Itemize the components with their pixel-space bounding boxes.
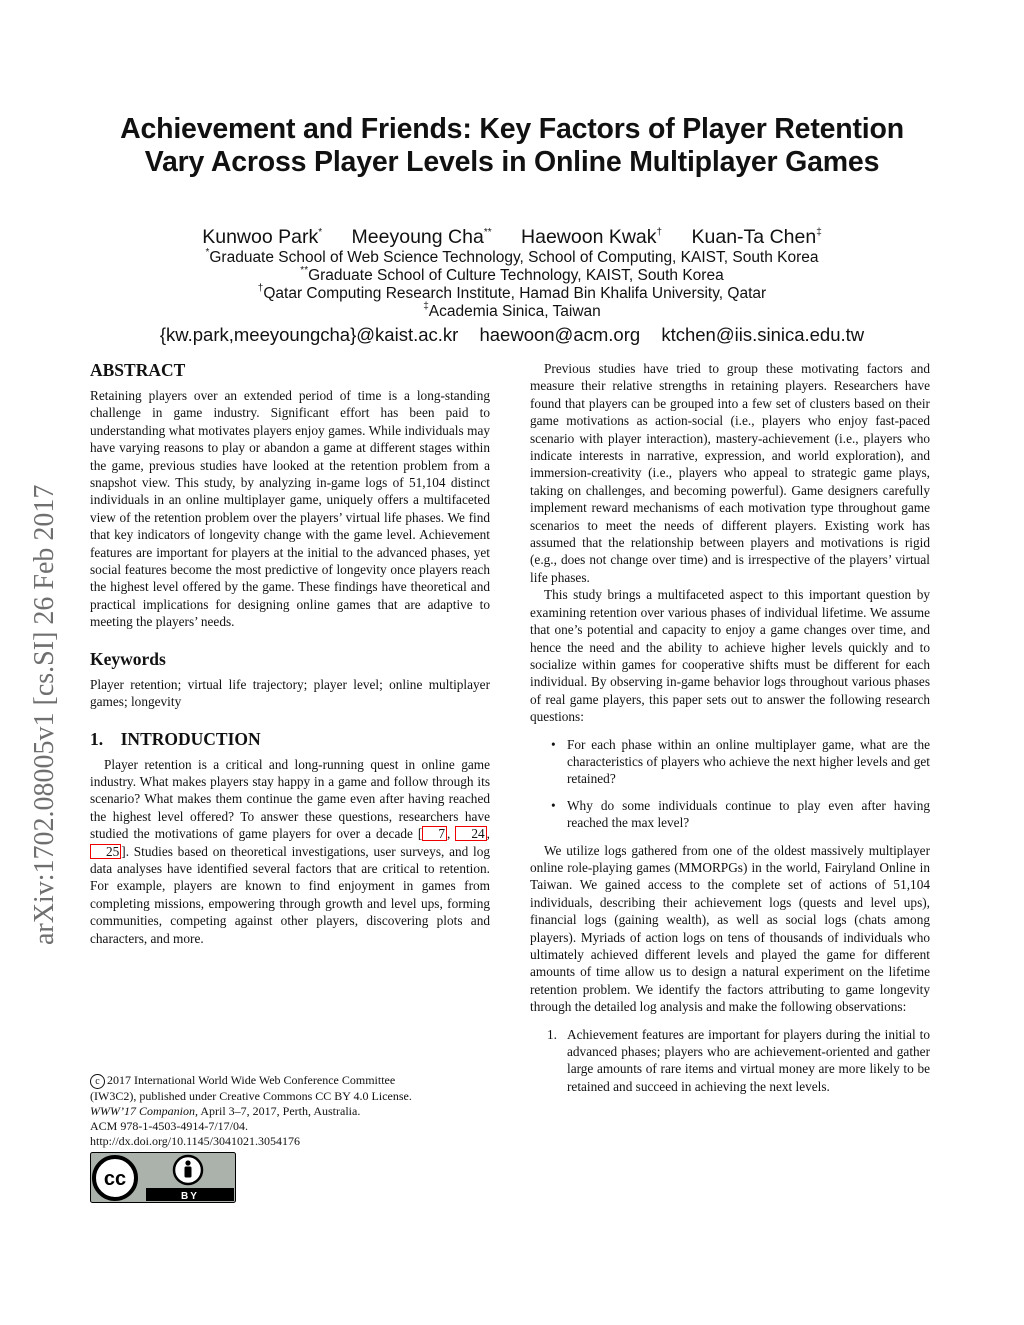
paper-title xyxy=(60,113,964,179)
research-questions-list xyxy=(530,736,930,832)
abstract-heading: ABSTRACT xyxy=(90,360,186,380)
bullet-icon: • xyxy=(551,797,556,813)
abstract-text: Retaining players over an extended period of time is a long-standing challenge in game industry. Significant effort has been paid to understanding what motivates players enjoy games. While individuals may have varying reasons to play or abandon a game at different stages within the game, previous studies have looked at the retention problem from a snapshot view. This study, by analyzing in-game logs of 51,104 distinct individuals in an online multiplayer game, uniquely offers a multifaceted view of the retention problem over the players’ virtual life phases. We find that key indicators of longevity change with the game level. Achievement features are important for players at the initial to the advanced phases, yet social features become the most predictive of longevity once players reach the highest level offered by the game. These findings have theoretical and practical implications for designing online games that are adaptive to meeting the players’ needs. xyxy=(90,388,490,630)
citation-link[interactable]: 25 xyxy=(90,844,121,859)
citation-link[interactable]: 7 xyxy=(422,826,447,841)
bullet-icon: • xyxy=(551,736,556,752)
author-4: Kuan-Ta Chen‡ xyxy=(691,226,822,248)
copyright-icon: c xyxy=(90,1074,105,1089)
introduction-paragraph: Player retention is a critical and long-running quest in online game industry. What makes players stay happy in a game and follow through its scenario? What makes them continue the game even after having reached the highest level offered? To answer these questions, researchers have studied the motivations of game players for over a decade [ 7 , 24 , 25 ]. Studies based on theoretical investigations, user surveys, and log data analyses have identified several factors that are critical to retention. For example, players are known to find enjoyment in games from completing missions, empowering through growth and level ups, forming communities, competing against other players, discovering plots and characters, and more. xyxy=(90,756,490,946)
email-2: haewoon@acm.org xyxy=(479,324,641,345)
email-1: {kw.park,meeyoungcha}@kaist.ac.kr xyxy=(159,324,459,345)
citation-link[interactable]: 24 xyxy=(455,826,486,841)
right-paragraph-2: This study brings a multifaceted aspect to this important question by examining retention over various phases of individual lifetime. We assume that one’s potential and capacity to enjoy a game changes over time, and hence the need and the ability to achieve higher levels quickly and to socialize within games for cooperative shifts must be different for each individual. By observing in-game behavior logs throughout various phases of real game players, this paper sets out to answer the following research questions: xyxy=(530,587,930,725)
author-block xyxy=(60,226,964,347)
by-label: BY xyxy=(181,1191,199,1202)
affiliation-3: †Qatar Computing Research Institute, Hamad Bin Khalifa University, Qatar xyxy=(257,282,767,302)
title-line-1: Achievement and Friends: Key Factors of Player Retention xyxy=(120,113,904,145)
title-line-2: Vary Across Player Levels in Online Multiplayer Games xyxy=(144,146,880,178)
doi-link[interactable]: http://dx.doi.org/10.1145/3041021.3054176 xyxy=(90,1134,301,1148)
list-item: • For each phase within an online multiplayer game, what are the characteristics of players who achieve the next higher levels and get retained? xyxy=(551,736,930,787)
introduction-heading: 1. INTRODUCTION xyxy=(90,728,261,749)
keywords-heading: Keywords xyxy=(90,648,166,669)
cc-label: cc xyxy=(103,1168,127,1190)
observations-list xyxy=(530,1026,930,1096)
left-column xyxy=(90,360,490,947)
author-2: Meeyoung Cha** xyxy=(351,226,492,248)
arxiv-identifier: arXiv:1702.08005v1 [cs.SI] 26 Feb 2017 xyxy=(29,484,60,945)
copyright-notice: c 2017 International World Wide Web Conference Committee (IW3C2), published under Creative Commons CC BY 4.0 License. WWW’17 Companion, April 3–7, 2017, Perth, Australia. ACM 978-1-4503-4914-7/17/04. http://dx.doi.org/10.1145/3041021.3054176 xyxy=(90,1073,500,1149)
right-paragraph-1: Previous studies have tried to group these motivating factors and measure their relative strengths in retaining players. Researchers have found that players can be grouped into a few set of clusters based on their game motivations as action-social (i.e., players who enjoy fast-paced scenario with player interaction), mastery-achievement (i.e., players who indicate interests in narrative, expression, and world exploration), and immersion-creativity (i.e., players who appeal to strategic game plays, taking on challenges, and becoming powerful). Game designers carefully implement reward mechanisms of each motivation type throughout game scenarios to meet the needs of different players. Existing work has assumed that the relationship between players and motivations is rigid (e.g., does not change over time) and is irrespective of the players’ virtual life phases. xyxy=(530,361,930,585)
author-3: Haewoon Kwak† xyxy=(521,226,663,248)
author-names xyxy=(60,226,964,249)
list-item: 1. Achievement features are important for players during the initial to advanced phases; players who are achievement-oriented and gather large amounts of rare items and virtual money are more likely to be retained and succeed in achieving the next levels. xyxy=(547,1026,930,1094)
author-emails xyxy=(60,323,964,347)
affiliation-4: ‡Academia Sinica, Taiwan xyxy=(423,300,601,320)
right-paragraph-3: We utilize logs gathered from one of the oldest massively multiplayer online role-playing games (MMORPGs) in the world, Fairyland Online in Taiwan. We gained access to the complete set of actions of 51,104 individuals, describing their achievement logs (quests and level ups), financial logs (gaining wealth), as well as social logs (chats among players). Myriads of action logs on tens of thousands of individuals who ultimately achieved different levels and played the game for different amounts of time allow us to design a natural experiment on the lifetime retention problem. We identify the factors attributing to game longevity through the detailed log analysis and make the following observations: xyxy=(530,842,930,1015)
cc-by-license-icon[interactable] xyxy=(90,1152,236,1203)
author-1: Kunwoo Park* xyxy=(202,226,323,248)
email-3: ktchen@iis.sinica.edu.tw xyxy=(661,324,865,345)
affiliation-2: **Graduate School of Culture Technology, KAIST, South Korea xyxy=(300,264,724,284)
list-item: • Why do some individuals continue to play even after having reached the max level? xyxy=(551,797,930,831)
keywords-text: Player retention; virtual life trajectory; player level; online multiplayer games; longevity xyxy=(90,676,490,710)
right-column xyxy=(530,360,930,1095)
affiliation-1: *Graduate School of Web Science Technology, School of Computing, KAIST, South Korea xyxy=(205,246,819,266)
